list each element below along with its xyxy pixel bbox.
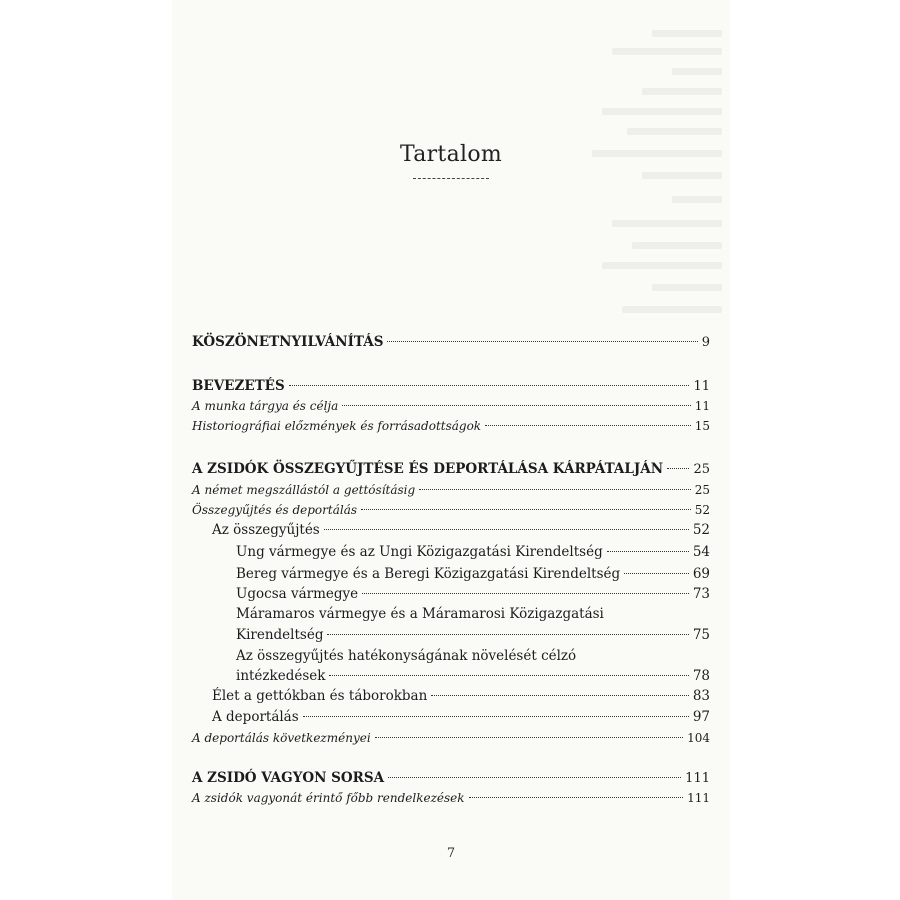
toc-entry[interactable] [212, 709, 710, 726]
toc-page: 11 [694, 399, 710, 413]
toc-label: Kirendeltség [236, 627, 324, 643]
toc-entry-first-line[interactable] [236, 606, 710, 623]
toc-entry[interactable] [192, 398, 710, 415]
toc-page: 75 [692, 627, 710, 643]
toc-entry[interactable] [192, 502, 710, 519]
book-page [172, 0, 730, 900]
toc-page: 111 [687, 791, 710, 805]
dot-leader [324, 529, 689, 530]
toc-entry[interactable] [192, 730, 710, 747]
dot-leader [485, 425, 691, 426]
toc-page: 97 [692, 709, 710, 725]
toc-label: Máramaros vármegye és a Máramarosi Közigazgatási [236, 606, 604, 622]
page-number: 7 [446, 846, 456, 861]
toc-page: 111 [685, 771, 710, 786]
toc-page: 25 [694, 483, 710, 497]
toc-label: Az összegyűjtés [212, 522, 320, 538]
toc-entry[interactable] [236, 668, 710, 685]
toc-page: 54 [692, 544, 710, 560]
toc-entry[interactable] [192, 482, 710, 499]
toc-page: 11 [693, 379, 710, 394]
toc-label: Ung vármegye és az Ungi Közigazgatási Kirendeltség [236, 544, 603, 560]
toc-page: 25 [693, 462, 710, 477]
toc-label: Az összegyűjtés hatékonyságának növelését célzó [236, 648, 577, 664]
dot-leader [667, 468, 689, 469]
dot-leader [361, 509, 691, 510]
toc-page: 69 [692, 566, 710, 582]
toc-label: Ugocsa vármegye [236, 586, 359, 602]
toc-page: 83 [692, 688, 710, 704]
toc-label: A zsidók vagyonát érintő főbb rendelkezések [192, 791, 465, 805]
dot-leader [419, 489, 691, 490]
dot-leader [342, 405, 690, 406]
toc-label: BEVEZETÉS [192, 378, 285, 394]
toc-page: 15 [694, 419, 710, 433]
toc-page: 104 [687, 731, 710, 745]
dot-leader [327, 634, 688, 635]
dot-leader [303, 716, 689, 717]
dot-leader [362, 593, 689, 594]
toc-entry[interactable] [192, 790, 710, 807]
toc-entry[interactable] [212, 522, 710, 539]
toc-page: 9 [701, 335, 710, 350]
toc-entry[interactable] [192, 378, 710, 395]
dot-leader [388, 777, 681, 778]
page-title: Tartalom [399, 142, 503, 167]
toc-page: 52 [692, 522, 710, 538]
table-of-contents [172, 0, 730, 900]
dot-leader [375, 737, 683, 738]
dot-leader [469, 797, 684, 798]
toc-label: KÖSZÖNETNYILVÁNÍTÁS [192, 334, 384, 350]
toc-label: Élet a gettókban és táborokban [212, 688, 428, 704]
toc-page: 73 [692, 586, 710, 602]
toc-label: A deportálás következményei [192, 731, 371, 745]
dot-leader [289, 385, 690, 386]
toc-entry[interactable] [236, 586, 710, 603]
toc-entry[interactable] [236, 566, 710, 583]
toc-entry[interactable] [192, 334, 710, 351]
dot-leader [329, 675, 688, 676]
toc-label: Összegyűjtés és deportálás [192, 503, 358, 517]
toc-label: Historiográfiai előzmények és forrásadottságok [192, 419, 482, 433]
toc-label: Bereg vármegye és a Beregi Közigazgatási Kirendeltség [236, 566, 621, 582]
toc-entry-first-line[interactable] [236, 648, 710, 665]
dot-leader [624, 573, 689, 574]
toc-label: A német megszállástól a gettósításig [192, 483, 416, 497]
toc-label: A munka tárgya és célja [192, 399, 339, 413]
toc-label: A deportálás [212, 709, 299, 725]
toc-label: A ZSIDÓK ÖSSZEGYŰJTÉSE ÉS DEPORTÁLÁSA KÁRPÁTALJÁN [192, 461, 664, 477]
dot-leader [431, 695, 689, 696]
toc-entry[interactable] [212, 688, 710, 705]
toc-entry[interactable] [192, 461, 710, 478]
toc-entry[interactable] [192, 770, 710, 787]
toc-entry[interactable] [236, 627, 710, 644]
toc-label: intézkedések [236, 668, 326, 684]
dot-leader [387, 341, 697, 342]
dot-leader [607, 551, 689, 552]
toc-page: 78 [692, 668, 710, 684]
toc-entry[interactable] [192, 418, 710, 435]
toc-page: 52 [694, 503, 710, 517]
toc-label: A ZSIDÓ VAGYON SORSA [192, 770, 385, 786]
toc-entry[interactable] [236, 544, 710, 561]
